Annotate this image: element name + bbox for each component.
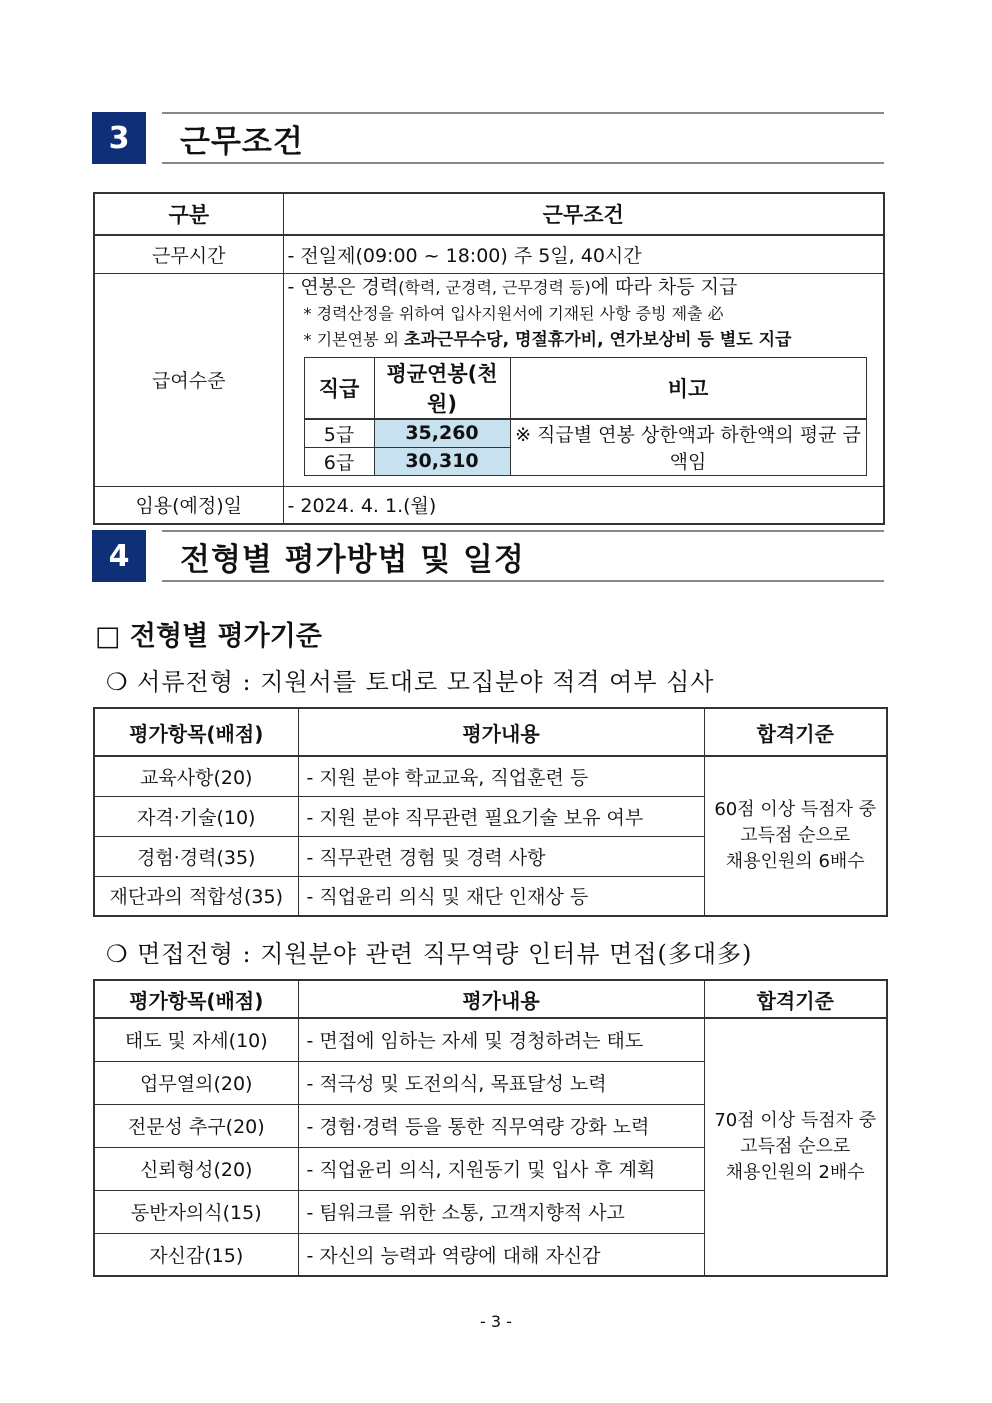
salary-header-grade: 직급 [304,357,374,419]
salary-grade-cell: 6급 [304,447,374,475]
divider [162,162,884,164]
content-cell: - 자신의 능력과 역량에 대해 자신감 [298,1233,704,1276]
salary-label: 급여수준 [94,273,283,486]
work-conditions-table [93,192,885,525]
salary-amount-cell: 30,310 [374,447,510,475]
section-3-header [92,112,884,164]
note-2-prefix: * 기본연봉 외 [303,329,405,349]
salary-end-text: 에 따라 차등 지급 [590,275,738,298]
item-cell: 전문성 추구(20) [94,1104,298,1147]
content-cell: - 면접에 임하는 자세 및 경청하려는 태도 [298,1018,704,1061]
section-4-header [92,530,884,582]
header-category: 구분 [94,193,283,235]
item-cell: 교육사항(20) [94,756,298,796]
divider [162,580,884,582]
start-date-label: 임용(예정)일 [94,486,283,524]
pass-criteria [704,1018,887,1276]
section-title: 전형별 평가방법 및 일정 [180,542,525,578]
salary-remark: ※ 직급별 연봉 상한액과 하한액의 평균 금액임 [510,419,866,476]
content-cell: - 적극성 및 도전의식, 목표달성 노력 [298,1061,704,1104]
item-cell: 태도 및 자세(10) [94,1018,298,1061]
header-item: 평가항목(배점) [94,980,298,1018]
item-cell: 재단과의 적합성(35) [94,876,298,916]
content-cell: - 직업윤리 의식 및 재단 인재상 등 [298,876,704,916]
criteria-line: 고득점 순으로 [740,1136,851,1157]
header-content: 평가내용 [298,708,704,756]
work-hours-label: 근무시간 [94,235,283,273]
criteria-line: 고득점 순으로 [740,825,851,846]
work-hours-value: - 전일제(09:00 ~ 18:00) 주 5일, 40시간 [283,235,884,273]
content-cell: - 직업윤리 의식, 지원동기 및 입사 후 계획 [298,1147,704,1190]
salary-main-text: - 연봉은 경력 [287,275,399,298]
criteria-line: 60점 이상 득점자 중 [714,799,877,820]
start-date-value: - 2024. 4. 1.(월) [283,486,884,524]
pass-criteria [704,756,887,916]
section-number: 4 [92,530,146,582]
interview-title: ❍ 면접전형 : 지원분야 관련 직무역량 인터뷰 면접(多대多) [106,940,753,968]
salary-line [288,274,884,301]
item-cell: 업무열의(20) [94,1061,298,1104]
salary-amount-cell: 35,260 [374,419,510,448]
section-number: 3 [92,112,146,164]
divider [162,112,884,114]
criteria-line: 채용인원의 6배수 [725,851,865,872]
content-cell: - 지원 분야 학교교육, 직업훈련 등 [298,756,704,796]
table-row [94,1018,887,1061]
header-item: 평가항목(배점) [94,708,298,756]
content-cell: - 경험·경력 등을 통한 직무역량 강화 노력 [298,1104,704,1147]
salary-cell [283,273,884,486]
item-cell: 경험·경력(35) [94,836,298,876]
content-cell: - 팀워크를 위한 소통, 고객지향적 사고 [298,1190,704,1233]
criteria-title: □ 전형별 평가기준 [95,621,322,652]
salary-note-2 [288,327,884,353]
divider [162,530,884,532]
salary-table [304,357,867,476]
salary-header-remark: 비고 [510,357,866,419]
item-cell: 자신감(15) [94,1233,298,1276]
item-cell: 동반자의식(15) [94,1190,298,1233]
salary-small-text: (학력, 군경력, 근무경력 등) [398,277,591,297]
item-cell: 신뢰형성(20) [94,1147,298,1190]
header-conditions: 근무조건 [283,193,884,235]
page-number: - 3 - [480,1312,512,1331]
content-cell: - 직무관련 경험 및 경력 사항 [298,836,704,876]
salary-header-average: 평균연봉(천원) [374,357,510,419]
header-content: 평가내용 [298,980,704,1018]
document-screen-table [93,707,888,917]
header-criteria: 합격기준 [704,708,887,756]
criteria-line: 70점 이상 득점자 중 [714,1110,877,1131]
table-row [94,756,887,796]
note-2-bold: 초과근무수당, 명절휴가비, 연가보상비 등 별도 지급 [404,329,792,350]
item-cell: 자격·기술(10) [94,796,298,836]
salary-note-1: * 경력산정을 위하여 입사지원서에 기재된 사항 증빙 제출 必 [303,303,724,323]
criteria-line: 채용인원의 2배수 [725,1162,865,1183]
interview-table [93,979,888,1277]
content-cell: - 지원 분야 직무관련 필요기술 보유 여부 [298,796,704,836]
header-criteria: 합격기준 [704,980,887,1018]
document-screen-title: ❍ 서류전형 : 지원서를 토대로 모집분야 적격 여부 심사 [106,668,715,696]
section-title: 근무조건 [180,124,304,160]
salary-grade-cell: 5급 [304,419,374,448]
